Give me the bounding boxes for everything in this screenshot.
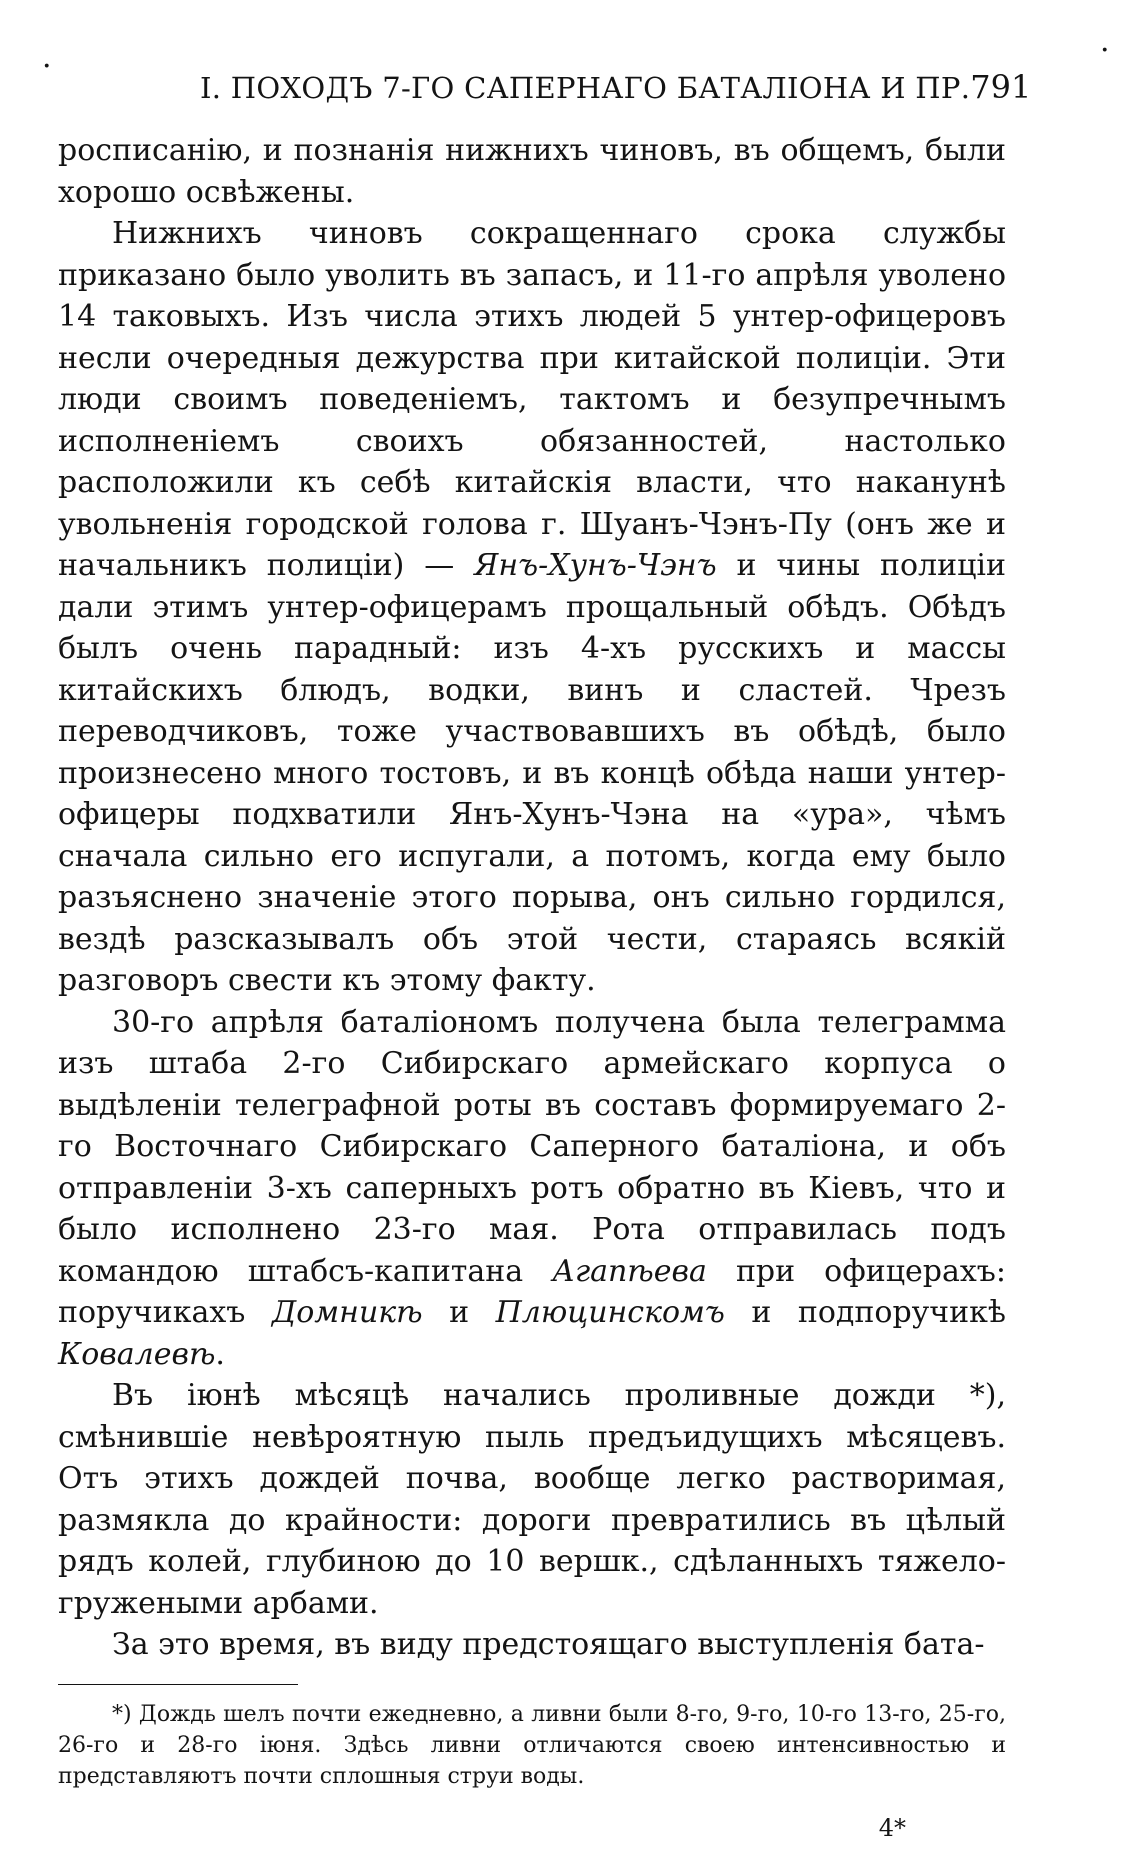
paragraph-3-text-3: и	[449, 1295, 470, 1330]
footnote-divider	[58, 1684, 298, 1685]
paragraph-3-text-2: при офицерахъ: поручикахъ	[58, 1253, 1006, 1330]
footnote-text: *) Дождь шелъ почти ежедневно, а ливни были 8-го, 9-го, 10-го 13-го, 25-го, 26-го и 28-го іюня. Здѣсь ливни отличаются своею интенсивностью и представляютъ почти сплошныя струи воды.	[58, 1701, 1006, 1789]
paragraph-4: Въ іюнѣ мѣсяцѣ начались проливные дожди *), смѣнившіе невѣроятную пыль предъидущихъ мѣсяцевъ. Отъ этихъ дождей почва, вообще легко растворимая, размякла до крайности: дороги превратились въ цѣлый рядъ колей, глубиною до 10 вершк., сдѣланныхъ тяжело-гружеными арбами.	[58, 1378, 1006, 1621]
page-number: 791	[970, 68, 1032, 106]
paragraph-3	[58, 1002, 1006, 1376]
person-name-yan-khun-chen: Янъ-Хунъ-Чэнъ	[474, 548, 717, 583]
paragraph-2-text: Нижнихъ чиновъ сокращеннаго срока службы приказано было уволить въ запасъ, и 11-го апрѣля уволено 14 таковыхъ. Изъ числа этихъ людей 5 унтер-офицеровъ несли очередныя дежурства при китайской полиціи. Эти люди своимъ поведеніемъ, тактомъ и безупречнымъ исполненіемъ своихъ обязанностей, настолько расположили къ себѣ китайскія власти, что наканунѣ увольненія городской голова г. Шуанъ-Чэнъ-Пу (онъ же и начальникъ полиціи) —	[58, 216, 1006, 583]
signature-mark: 4*	[878, 1813, 906, 1842]
running-title: I. ПОХОДЪ 7-ГО САПЕРНАГО БАТАЛІОНА И ПР.	[200, 71, 971, 105]
book-page	[58, 68, 1032, 1842]
footnote	[58, 1699, 1006, 1792]
margin-dot-mark: ·	[1100, 33, 1110, 68]
body-text	[58, 130, 1006, 1666]
paragraph-3-text-4: и подпоручикѣ	[751, 1295, 1006, 1330]
paragraph-3-end: .	[215, 1336, 225, 1372]
paragraph-2	[58, 213, 1006, 1002]
margin-dot-mark: ·	[42, 49, 52, 84]
person-name-domnik: Домникѣ	[271, 1295, 423, 1330]
paragraph-5: За это время, въ виду предстоящаго выступленія бата-	[112, 1627, 985, 1662]
page-header	[58, 68, 1032, 124]
person-name-kovalev: Ковалевѣ	[58, 1336, 216, 1372]
paragraph-1: росписанію, и познанія нижнихъ чиновъ, въ общемъ, были хорошо освѣжены.	[58, 133, 1006, 210]
paragraph-3-text: 30-го апрѣля баталіономъ получена была телеграмма изъ штаба 2-го Сибирскаго армейскаго корпуса о выдѣленіи телеграфной роты въ составъ формируемаго 2-го Восточнаго Сибирскаго Саперного баталіона, и объ отправленіи 3-хъ саперныхъ ротъ обратно въ Кіевъ, что и было исполнено 23-го мая. Рота отправилась подъ командою штабсъ-капитана	[58, 1004, 1006, 1289]
person-name-plyutsinsky: Плюцинскомъ	[495, 1295, 725, 1330]
paragraph-2-rest: и чины полиціи дали этимъ унтер-офицерамъ прощальный обѣдъ. Обѣдъ былъ очень парадный: изъ 4-хъ русскихъ и массы китайскихъ блюдъ, водки, винъ и сластей. Чрезъ переводчиковъ, тоже участвовавшихъ въ обѣдѣ, было произнесено много тостовъ, и въ концѣ обѣда наши унтер-офицеры подхватили Янъ-Хунъ-Чэна на «ура», чѣмъ сначала сильно его испугали, а потомъ, когда ему было разъяснено значеніе этого порыва, онъ сильно гордился, вездѣ разсказывалъ объ этой чести, стараясь всякій разговоръ свести къ этому факту.	[58, 548, 1006, 998]
person-name-agapeev: Агапѣева	[552, 1253, 707, 1289]
